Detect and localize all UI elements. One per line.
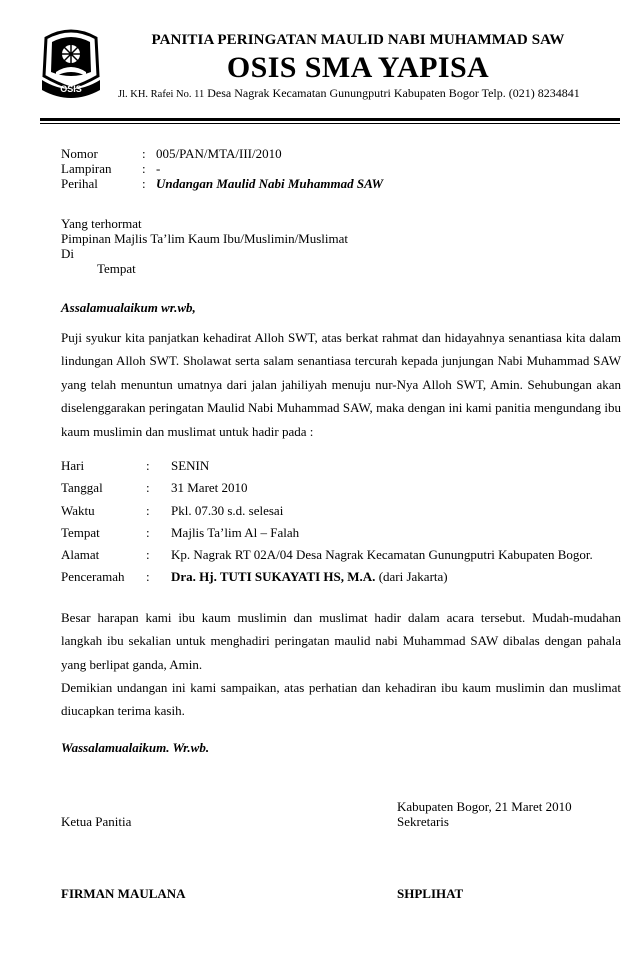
chairman-role: Ketua Panitia (61, 814, 132, 829)
schedule-colon: : (146, 458, 150, 473)
header-divider-thin (40, 123, 620, 124)
body-paragraph: Puji syukur kita panjatkan kehadirat Alloh SWT, atas berkat rahmat dan hidayahnya senantiasa kita dalam lindungan Alloh SWT. Sholawat serta salam senantiasa tercurah kepada junjungan Nabi Muhammad SAW yang telah menuntun umatnya dari jalan jahiliyah menuju nur-Nya Alloh SWT, Amin. Sehubungan akan diselenggarakan peringatan Maulid Nabi Muhammad SAW, maka dengan ini kami panitia mengundang ibu kaum muslimin dan muslimat untuk hadir pada : (61, 330, 621, 439)
schedule-value: SENIN (171, 458, 210, 473)
closing-paragraph-thanks: Demikian undangan ini kami sampaikan, atas perhatian dan kehadiran ibu kaum muslimin dan muslimat diucapkan terima kasih. (61, 680, 621, 719)
schedule-value: Pkl. 07.30 s.d. selesai (171, 502, 284, 518)
schedule-value: 31 Maret 2010 (171, 480, 248, 496)
meta-colon: : (142, 176, 146, 191)
schedule-colon: : (146, 524, 150, 540)
schedule-colon: : (146, 547, 150, 563)
secretary-name: SHPLIHAT (397, 886, 464, 901)
meta-colon: : (142, 146, 146, 161)
schedule-colon: : (146, 502, 150, 518)
school-emblem-icon (38, 26, 104, 98)
schedule-label: Alamat (61, 547, 100, 563)
speaker-name: Dra. Hj. TUTI SUKAYATI HS, M.A. (171, 569, 376, 585)
closing-paragraph-hope: Besar harapan kami ibu kaum muslimin dan muslimat hadir dalam acara tersebut. Mudah-mudahan langkah ibu sekalian untuk menghadiri peringatan maulid nabi Muhammad SAW dibalas dengan pahala yang berlipat ganda, Amin. (61, 610, 621, 672)
chairman-name: FIRMAN MAULANA (61, 886, 186, 901)
header-divider-thick (40, 118, 620, 121)
recipient-place: Tempat (97, 261, 136, 276)
place-date: Kabupaten Bogor, 21 Maret 2010 (397, 799, 572, 814)
logo-text: OSIS (60, 84, 82, 94)
address-line (118, 86, 608, 101)
recipient-salutation: Yang terhormat (61, 216, 142, 231)
speaker-origin: (dari Jakarta) (378, 569, 448, 585)
schedule-label: Waktu (61, 502, 95, 518)
meta-label: Lampiran (61, 161, 112, 176)
schedule-value (171, 569, 448, 584)
schedule-label: Penceramah (61, 569, 125, 585)
secretary-role: Sekretaris (397, 814, 449, 829)
opening-greeting: Assalamualaikum wr.wb, (61, 300, 196, 315)
meta-value: 005/PAN/MTA/III/2010 (156, 146, 282, 161)
meta-value: - (156, 161, 161, 176)
meta-label: Perihal (61, 176, 98, 191)
schedule-value: Majlis Ta’lim Al – Falah (171, 524, 300, 540)
meta-colon: : (142, 161, 146, 176)
schedule-label: Tempat (61, 524, 100, 540)
address-street: Jl. KH. Rafei No. 11 (118, 89, 205, 100)
organization-name: OSIS SMA YAPISA (226, 51, 490, 84)
schedule-colon: : (146, 480, 150, 496)
recipient-di: Di (61, 246, 74, 261)
meta-label: Nomor (61, 146, 98, 161)
meta-subject-value: Undangan Maulid Nabi Muhammad SAW (156, 176, 384, 191)
schedule-label: Hari (61, 458, 85, 473)
address-rest: Desa Nagrak Kecamatan Gunungputri Kabupaten Bogor Telp. (021) 8234841 (207, 86, 580, 100)
closing-salam: Wassalamualaikum. Wr.wb. (61, 740, 210, 755)
recipient-name: Pimpinan Majlis Ta’lim Kaum Ibu/Muslimin/Muslimat (61, 231, 349, 246)
schedule-label: Tanggal (61, 480, 103, 496)
schedule-colon: : (146, 569, 150, 585)
schedule-value: Kp. Nagrak RT 02A/04 Desa Nagrak Kecamatan Gunungputri Kabupaten Bogor. (171, 547, 593, 563)
school-logo (38, 26, 104, 98)
committee-title: PANITIA PERINGATAN MAULID NABI MUHAMMAD SAW (151, 32, 565, 48)
